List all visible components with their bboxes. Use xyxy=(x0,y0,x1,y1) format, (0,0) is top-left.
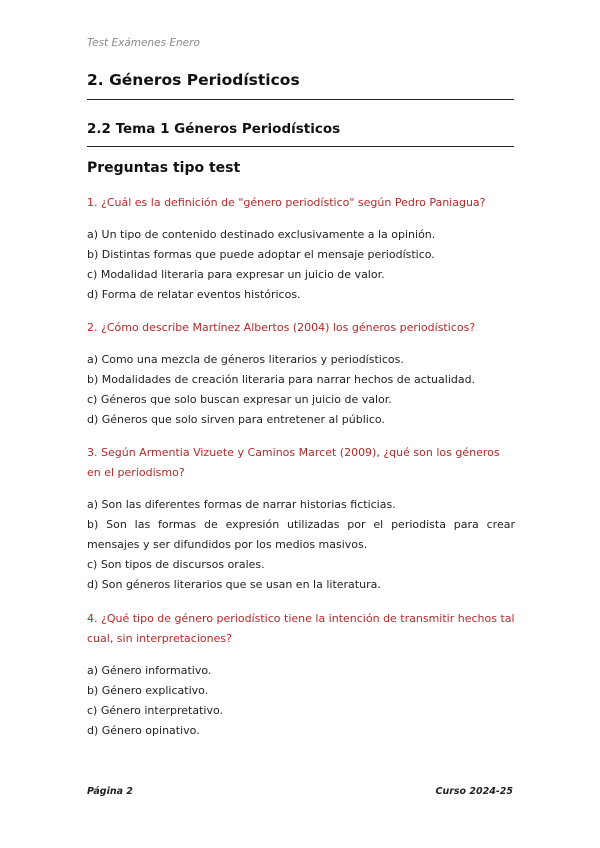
section-title-rule xyxy=(87,99,514,100)
option-list xyxy=(87,495,515,595)
option-list xyxy=(87,661,515,741)
question-block-1 xyxy=(87,193,515,305)
section-title: 2. Géneros Periodísticos xyxy=(87,71,300,89)
option-b: b) Género explicativo. xyxy=(87,684,209,697)
question-block-4 xyxy=(87,609,515,741)
course-label: Curso 2024-25 xyxy=(435,786,513,797)
option-b: b) Distintas formas que puede adoptar el mensaje periodístico. xyxy=(87,248,435,261)
option-a: a) Son las diferentes formas de narrar historias ficticias. xyxy=(87,498,396,511)
option-b: b) Modalidades de creación literaria para narrar hechos de actualidad. xyxy=(87,373,476,386)
option-a: a) Un tipo de contenido destinado exclusivamente a la opinión. xyxy=(87,228,436,241)
option-c: c) Son tipos de discursos orales. xyxy=(87,558,265,571)
option-d: d) Géneros que solo sirven para entretener al público. xyxy=(87,413,385,426)
question-text: 4. ¿Qué tipo de género periodístico tiene la intención de transmitir hechos tal cual, sin interpretaciones? xyxy=(87,612,515,645)
page-number: Página 2 xyxy=(87,786,133,797)
subsection-title: 2.2 Tema 1 Géneros Periodísticos xyxy=(87,121,341,137)
question-text: 2. ¿Cómo describe Martínez Albertos (2004) los géneros periodísticos? xyxy=(87,321,476,334)
test-heading: Preguntas tipo test xyxy=(87,160,241,176)
option-c: c) Género interpretativo. xyxy=(87,704,224,717)
option-a: a) Como una mezcla de géneros literarios y periodísticos. xyxy=(87,353,404,366)
subsection-title-rule xyxy=(87,146,514,147)
running-header: Test Exámenes Enero xyxy=(87,37,200,49)
question-block-2 xyxy=(87,318,515,430)
option-b: b) Son las formas de expresión utilizadas por el periodista para crear mensajes y ser difundidos por los medios masivos. xyxy=(87,518,515,551)
option-a: a) Género informativo. xyxy=(87,664,212,677)
option-list xyxy=(87,225,515,305)
question-block-3 xyxy=(87,443,515,595)
option-d: d) Son géneros literarios que se usan en la literatura. xyxy=(87,578,381,591)
question-text: 1. ¿Cuál es la definición de "género periodístico" según Pedro Paniagua? xyxy=(87,196,486,209)
option-list xyxy=(87,350,515,430)
option-c: c) Géneros que solo buscan expresar un juicio de valor. xyxy=(87,393,392,406)
question-text: 3. Según Armentia Vizuete y Caminos Marcet (2009), ¿qué son los géneros en el periodismo? xyxy=(87,446,500,479)
option-d: d) Género opinativo. xyxy=(87,724,200,737)
option-d: d) Forma de relatar eventos históricos. xyxy=(87,288,301,301)
option-c: c) Modalidad literaria para expresar un juicio de valor. xyxy=(87,268,385,281)
